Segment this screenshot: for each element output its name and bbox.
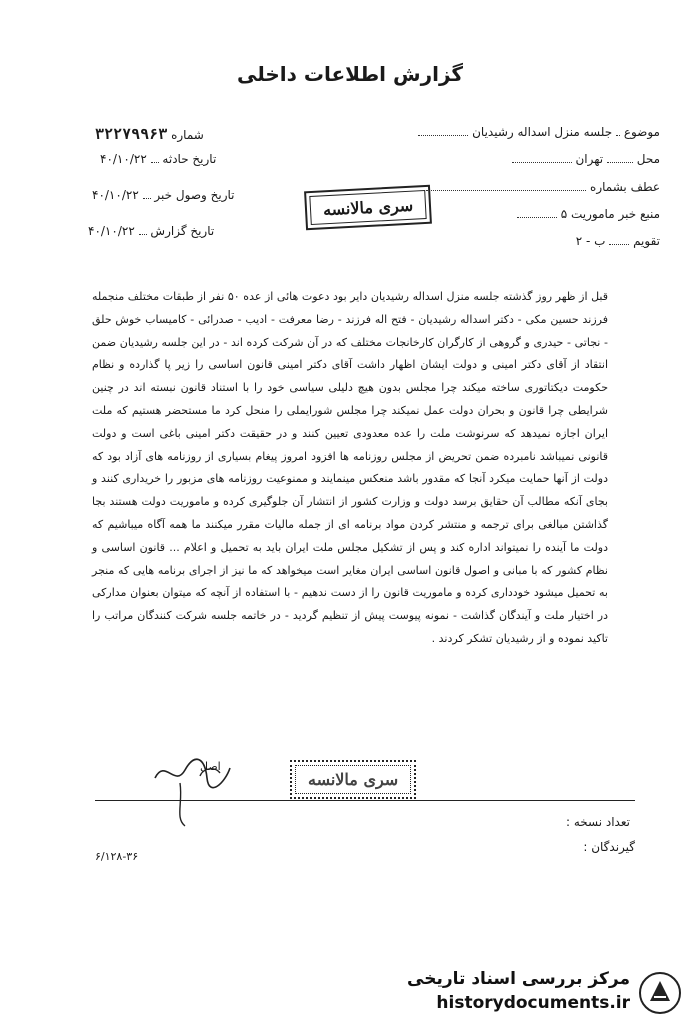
signature-note: اصل xyxy=(200,760,221,773)
document-archive-icon xyxy=(638,971,682,1015)
report-paragraph: قبل از ظهر روز گذشته جلسه منزل اسداله رشیدیان دایر بود دعوت هائی از عده ۵۰ نفر از طبقات مختلف منجمله فرزند حسین مکی - دکتر اسداله رشیدیان - فتح اله فرزند - رضا معرفت - ادیب - صدرائی - کامیساب خوش حلق - نجاتی - حیدری و گروهی از کارگران کارخانجات مختلف که در آن شرکت کرده اند - در این جلسه رشیدیان ضمن انتقاد از آقای دکتر امینی و دولت ایشان اظهار داشت آقای دکتر امینی قانون اساسی را زیر پا گذارده و نظام حکومت دیکتاتوری ساخته میکند چرا مجلس بدون هیچ دلیلی سیاسی خود را با استناد قانون نبسته اند در چنین شرایطی چرا قانون و بحران دولت عمل نمیکند چرا مجلس شورایملی را منحل کرد ما مستحضر هستیم که ملت ایران اجازه نمیدهد که سرنوشت ملت را عده معدودی تعیین کنند و در حقیقت دکتر امینی باغی است و دولت قانونی نمیباشد نامبرده ضمن تحریض از مجلس روزنامه ها افزود امروز پیغام بسیاری از روزنامه های آزاد بود که دولت از آنها حمایت میکرد آنجا که مقدور باشد منعکس مینمایند و ممنوعیت روزنامه های مزبور را خریداری کنند و بجای آنکه مطالب آن حقایق برسد دولت و وزارت کشور از انتشار آن جلوگیری کرده و ماموریت دولت هستند بجا گذاشتن مبالغی برای ترجمه و منتشر کردن مواد برنامه ای از جمله مالیات مقرر میکنند ما همه آگاه میباشیم که دولت ما آینده را نمیتواند اداره کند و پس از تشکیل مجلس ملت ایران باید به تحمیل و اعلام ... قانون اساسی و نظام کشور که با مبانی و اصول قانون اساسی ایران مغایر است میخواهد که ما نیز از اجرای برنامه هایی که منجر به تحمیل میشود خودداری کرده و ماموریت قانون را از دست ندهیم - با استفاده از آنچه که میتوان بعنوان مدارکی در اختیار ملت و آیندگان گذاشت - نمونه پیوست پیش از تنظیم گردید - در خاتمه جلسه شرکت کنندگان مراتب را تاکید نموده و از رشیدیان تشکر کردند . xyxy=(92,290,608,645)
copies-field xyxy=(566,815,630,829)
receipt-date-label: تاریخ وصول خبر xyxy=(154,188,235,202)
number-value: ۳۲۲۷۹۹۶۳ xyxy=(95,125,168,143)
source-label: منبع خبر xyxy=(618,207,660,221)
classification-stamp-top xyxy=(304,185,432,231)
number-label: شماره xyxy=(171,128,204,142)
number-field xyxy=(95,125,204,143)
classification-stamp-bottom xyxy=(290,760,416,799)
receipt-date-field xyxy=(92,188,235,202)
stamp-bottom-text: سری مالانسه xyxy=(295,765,411,794)
source-value: ماموریت ۵ xyxy=(560,207,615,221)
event-date-label: تاریخ حادثه xyxy=(162,152,217,166)
reference-field xyxy=(426,180,660,194)
evaluation-label: تقویم xyxy=(633,234,660,248)
subject-value: جلسه منزل اسداله رشیدیان xyxy=(472,125,613,139)
source-field xyxy=(517,207,660,221)
archive-url[interactable]: historydocuments.ir xyxy=(436,993,630,1013)
evaluation-field xyxy=(576,234,660,248)
report-date-value: ۴۰/۱۰/۲۲ xyxy=(88,224,135,238)
archive-name: مرکز بررسی اسناد تاریخی xyxy=(407,969,630,989)
stamp-top-text: سری مالانسه xyxy=(309,190,427,225)
reference-label: عطف بشماره xyxy=(590,180,660,194)
copies-label: تعداد نسخه : xyxy=(565,815,630,829)
recipients-field xyxy=(583,840,635,854)
report-date-field xyxy=(88,224,214,238)
place-field xyxy=(512,152,660,166)
place-label: محل xyxy=(636,152,660,166)
evaluation-value: ب - ۲ xyxy=(575,234,606,248)
divider-line xyxy=(95,800,635,801)
archive-footer xyxy=(395,963,700,1021)
event-date-value: ۴۰/۱۰/۲۲ xyxy=(100,152,147,166)
receipt-date-value: ۴۰/۱۰/۲۲ xyxy=(92,188,139,202)
subject-field xyxy=(418,125,660,139)
report-title: گزارش اطلاعات داخلی xyxy=(236,62,464,86)
signature-scribble xyxy=(145,748,240,828)
document-code: ۶/۱۲۸-۳۶ xyxy=(95,850,139,863)
subject-label: موضوع xyxy=(623,125,660,139)
report-date-label: تاریخ گزارش xyxy=(150,224,215,238)
report-body xyxy=(92,286,608,651)
event-date-field xyxy=(100,152,216,166)
recipients-label: گیرندگان : xyxy=(583,840,635,854)
place-value: تهران xyxy=(575,152,604,166)
